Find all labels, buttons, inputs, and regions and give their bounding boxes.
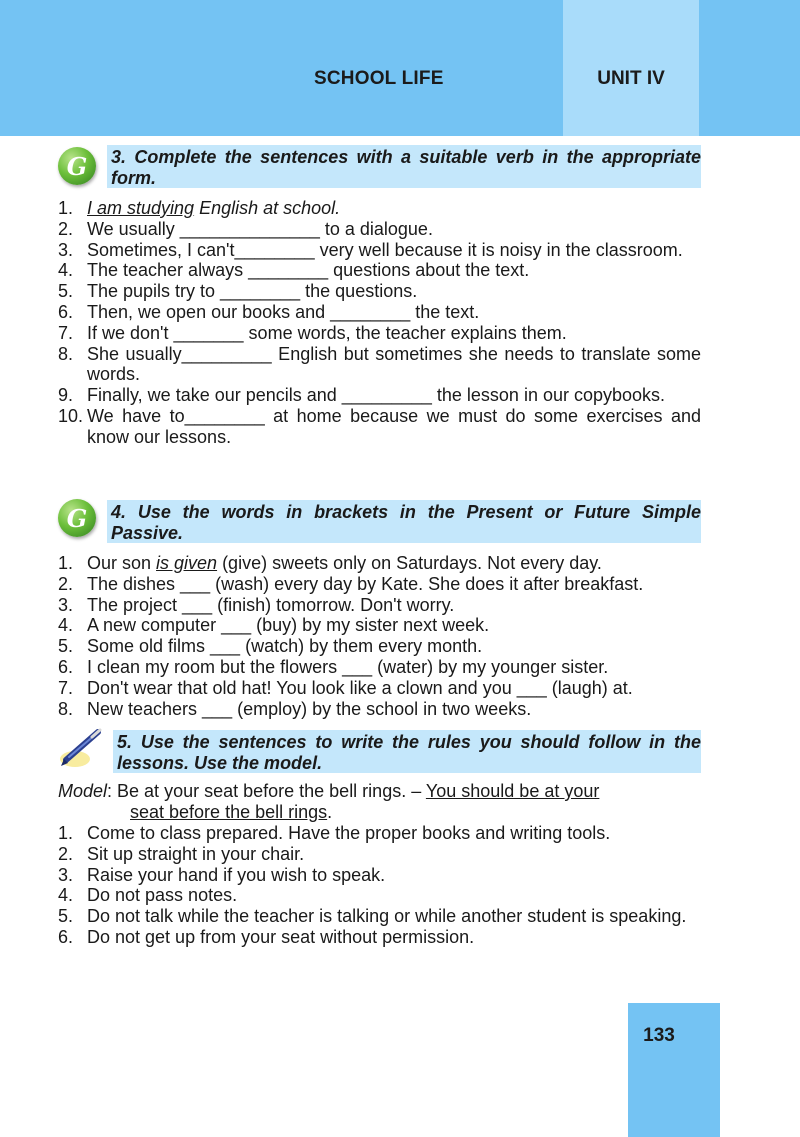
list-item: 2. We usually ______________ to a dialogue. [58,218,433,239]
list-item: 1. Come to class prepared. Have the proper books and writing tools. [58,823,611,843]
model-example: Model: Be at your seat before the bell rings. – You should be at your seat before the bell rings. [58,781,600,822]
exercise-3-list [58,198,701,448]
list-item: 1. Our son is given (give) sweets only on Saturdays. Not every day. [58,553,602,573]
model-label: Model [58,781,108,801]
list-item: 4. Do not pass notes. [58,885,238,906]
unit-label: UNIT IV [597,68,665,89]
list-item: 5. Do not talk while the teacher is talking or while another student is speaking. [58,906,687,927]
exercise-4-list [58,553,701,719]
list-item: 8. She usually_________ English but sometimes she needs to translate some words. [58,343,701,385]
exercise-5-instruction: 5. Use the sentences to write the rules you should follow in the lessons. Use the model. [113,730,701,773]
list-item: 3. Sometimes, I can't________ very well because it is noisy in the classroom. [58,239,683,260]
list-item: 5. The pupils try to ________ the questions. [58,281,418,302]
list-item: 2. The dishes ___ (wash) every day by Kate. She does it after breakfast. [58,573,644,594]
grammar-g-icon: G [58,499,96,537]
list-item: 3. Raise your hand if you wish to speak. [58,864,386,885]
exercise-5-list [58,823,701,948]
list-item: 2. Sit up straight in your chair. [58,843,305,864]
list-item: 4. A new computer ___ (buy) by my sister next week. [58,615,490,636]
list-item: 5. Some old films ___ (watch) by them every month. [58,636,483,657]
fountain-pen-icon [58,726,106,770]
list-item: 1. I am studying English at school. [58,198,341,218]
list-item: 9. Finally, we take our pencils and _________ the lesson in our copybooks. [58,385,666,406]
exercise-3-instruction: 3. Complete the sentences with a suitable verb in the appropriate form. [107,145,701,188]
list-item: 3. The project ___ (finish) tomorrow. Don't worry. [58,594,455,615]
list-item: 7. Don't wear that old hat! You look like a clown and you ___ (laugh) at. [58,677,633,698]
grammar-g-icon: G [58,147,96,185]
section-title: SCHOOL LIFE [314,68,444,89]
list-item: 6. Do not get up from your seat without permission. [58,926,475,947]
list-item: 10. We have to________ at home because we must do some exercises and know our lessons. [58,405,701,447]
page-number: 133 [643,1025,675,1046]
list-item: 6. I clean my room but the flowers ___ (water) by my younger sister. [58,656,609,677]
list-item: 4. The teacher always ________ questions about the text. [58,260,530,281]
list-item: 6. Then, we open our books and ________ the text. [58,301,480,322]
list-item: 7. If we don't _______ some words, the teacher explains them. [58,322,567,343]
page-number-tab [628,1003,720,1137]
list-item: 8. New teachers ___ (employ) by the school in two weeks. [58,698,532,719]
exercise-4-instruction: 4. Use the words in brackets in the Present or Future Simple Passive. [107,500,701,543]
